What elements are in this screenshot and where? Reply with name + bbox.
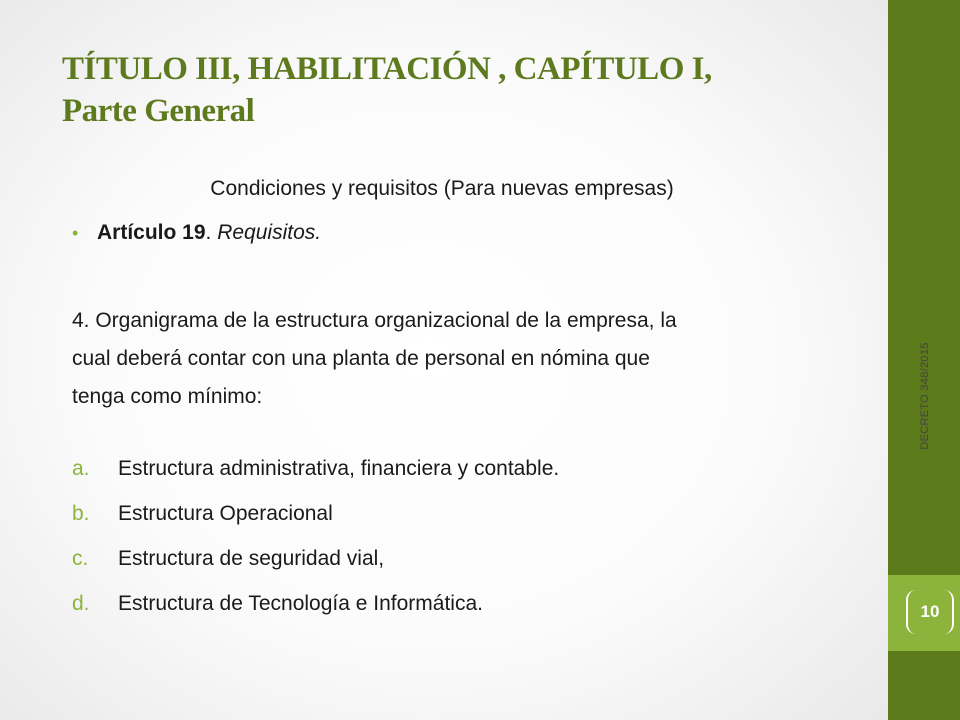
paragraph-line: tenga como mínimo:	[72, 385, 263, 408]
title-line-2: Parte General	[62, 93, 255, 129]
slide-subtitle: Condiciones y requisitos (Para nuevas empresas)	[210, 177, 674, 200]
list-item	[72, 592, 832, 637]
paragraph-line: cual deberá contar con una planta de personal en nómina que	[72, 347, 650, 370]
list-marker: a.	[72, 457, 90, 480]
article-separator: .	[205, 221, 218, 244]
requirements-list	[72, 457, 832, 637]
article-text	[97, 221, 321, 245]
list-item	[72, 547, 832, 592]
paragraph-4	[72, 302, 842, 416]
list-marker: c.	[72, 547, 89, 570]
slide-title	[62, 48, 862, 132]
list-item-text: Estructura de seguridad vial,	[118, 547, 385, 570]
list-item	[72, 457, 832, 502]
list-item	[72, 502, 832, 547]
footer-decree-text: DECRETO 348/2015	[919, 342, 931, 450]
list-item-text: Estructura de Tecnología e Informática.	[118, 592, 483, 615]
list-marker: b.	[72, 502, 90, 525]
page-number: 10	[920, 602, 940, 621]
article-heading: Requisitos.	[217, 221, 322, 244]
list-item-text: Estructura administrativa, financiera y contable.	[118, 457, 560, 480]
title-line-1: TÍTULO III, HABILITACIÓN , CAPÍTULO I,	[62, 51, 712, 87]
list-marker: d.	[72, 592, 90, 615]
paragraph-line: 4. Organigrama de la estructura organizacional de la empresa, la	[72, 309, 677, 332]
bullet-icon: •	[72, 223, 79, 243]
list-item-text: Estructura Operacional	[118, 502, 333, 525]
article-label: Artículo 19	[97, 221, 206, 244]
